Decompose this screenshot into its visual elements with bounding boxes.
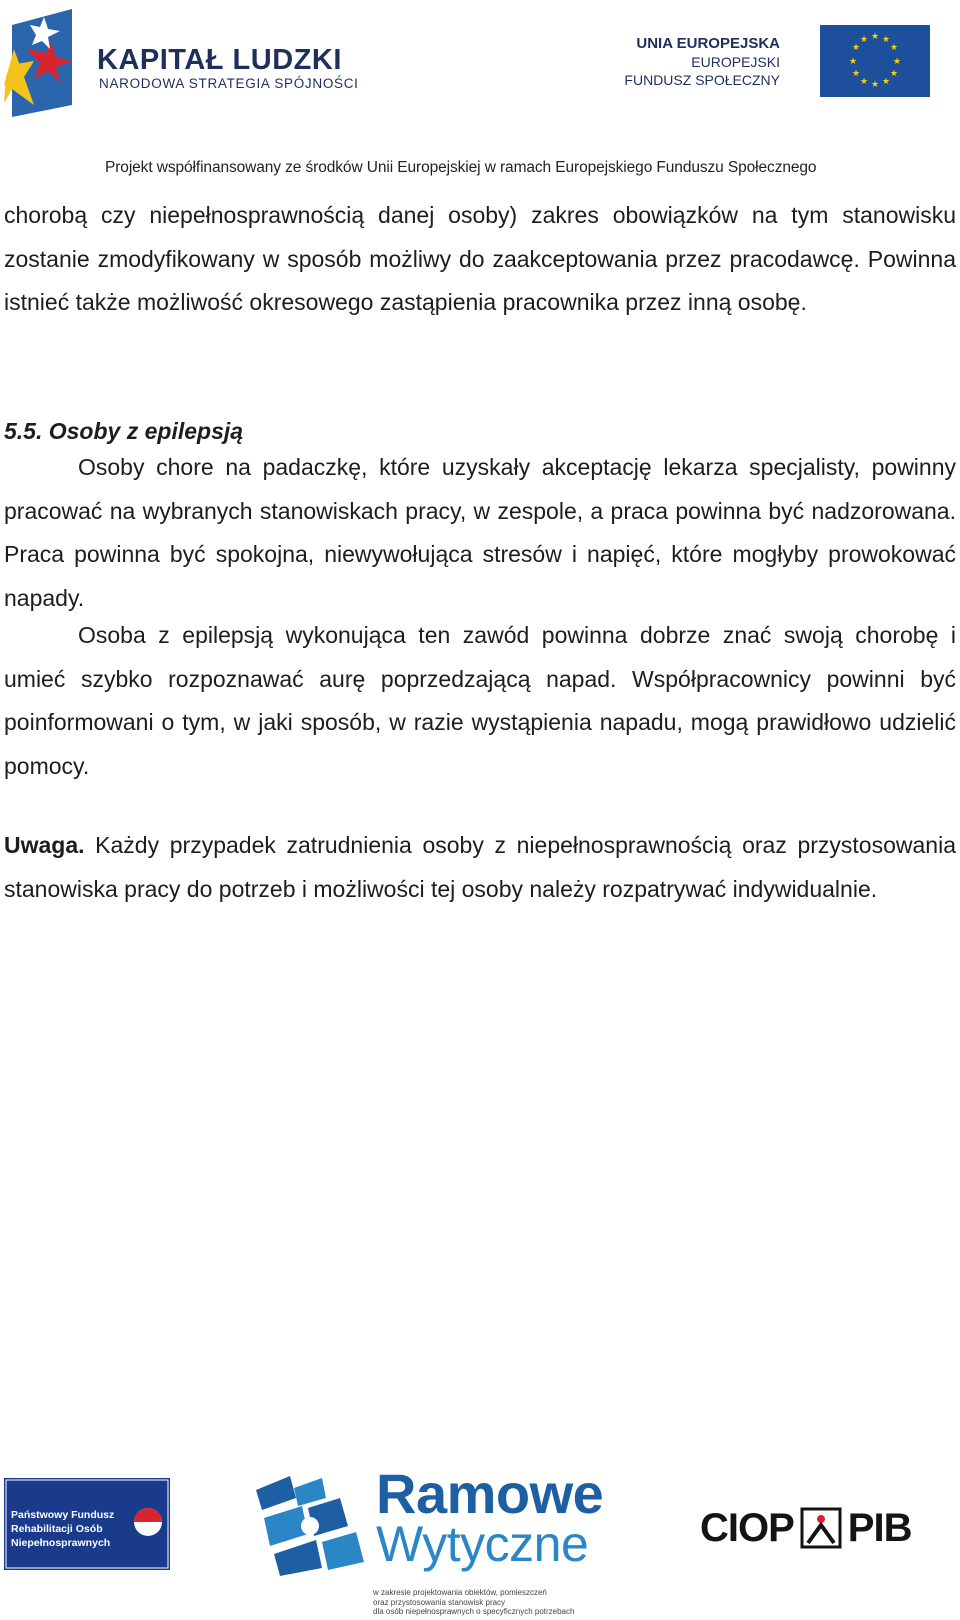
eu-line-2: EUROPEJSKI [691,54,780,70]
svg-text:★: ★ [870,80,880,90]
svg-text:★: ★ [859,35,869,45]
kapital-ludzki-subtitle: NARODOWA STRATEGIA SPÓJNOŚCI [99,76,359,91]
ciop-pib-logo [700,1505,911,1551]
paragraph-2: Osoba z epilepsją wykonująca ten zawód powinna dobrze znać swoją chorobę i umieć szybko rozpoznawać aurę poprzedzającą napad. Współpracownicy powinni być poinformowani o tym, w jaki sposób, w razie wystąpienia napadu, mogą prawidłowo udzielić pomocy. [4,622,956,779]
svg-text:★: ★ [892,57,902,67]
eu-line-1: UNIA EUROPEJSKA [636,35,780,52]
note-paragraph [4,824,956,911]
svg-text:★: ★ [870,32,880,42]
paragraph-continued: chorobą czy niepełnosprawnością danej osoby) zakres obowiązków na tym stanowisku zostanie zmodyfikowany w sposób możliwy do zaakceptowania przez pracodawcę. Powinna istnieć także możliwość okresowego zastąpienia pracownika przez inną osobę. [4,202,956,315]
svg-text:★: ★ [851,43,861,53]
ramowe-caption-2: oraz przystosowania stanowisk pracy [373,1597,506,1607]
kapital-ludzki-logo-icon [4,5,74,117]
section-heading: 5.5. Osoby z epilepsją [4,418,244,444]
ramowe-caption-1: w zakresie projektowania obiektów, pomieszczeń [373,1588,547,1597]
ramowe-title: Ramowe [376,1462,604,1525]
note-label: Uwaga. [4,832,85,858]
note-text: Każdy przypadek zatrudnienia osoby z niepełnosprawnością oraz przystosowania stanowiska pracy do potrzeb i możliwości tej osoby należy rozpatrywać indywidualnie. [4,832,956,902]
kapital-ludzki-title: KAPITAŁ LUDZKI [97,44,342,76]
svg-text:★: ★ [889,69,899,79]
cofinancing-note: Projekt współfinansowany ze środków Unii Europejskiej w ramach Europejskiego Funduszu Społecznego [105,159,817,176]
eu-flag-icon [820,25,930,97]
wytyczne-subtitle: Wytyczne [376,1516,589,1572]
svg-text:★: ★ [851,69,861,79]
ramowe-wytyczne-icon [256,1474,366,1576]
pfron-line-2: Rehabilitacji Osób [11,1523,103,1535]
svg-text:★: ★ [881,35,891,45]
svg-text:★: ★ [881,77,891,87]
pfron-line-1: Państwowy Fundusz [11,1509,115,1521]
ciop-emblem-icon [800,1507,842,1549]
eu-line-3: FUNDUSZ SPOŁECZNY [624,72,780,88]
svg-text:★: ★ [848,57,858,67]
pib-text: PIB [847,1506,912,1550]
ciop-text: CIOP [700,1506,794,1550]
svg-text:★: ★ [859,77,869,87]
ramowe-caption [373,1588,574,1617]
paragraph-1: Osoby chore na padaczkę, które uzyskały akceptację lekarza specjalisty, powinny pracować na wybranych stanowiskach pracy, w zespole, a praca powinna być nadzorowana. Praca powinna być spokojna, niewywołująca stresów i napięć, które mogłyby prowokować napady. [4,454,956,611]
pfron-logo [4,1478,170,1570]
svg-text:★: ★ [889,43,899,53]
eu-text-block [624,34,780,89]
ramowe-caption-3: dla osób niepełnosprawnych o specyficznych potrzebach [373,1607,575,1616]
pfron-line-3: Niepełnosprawnych [11,1537,111,1549]
